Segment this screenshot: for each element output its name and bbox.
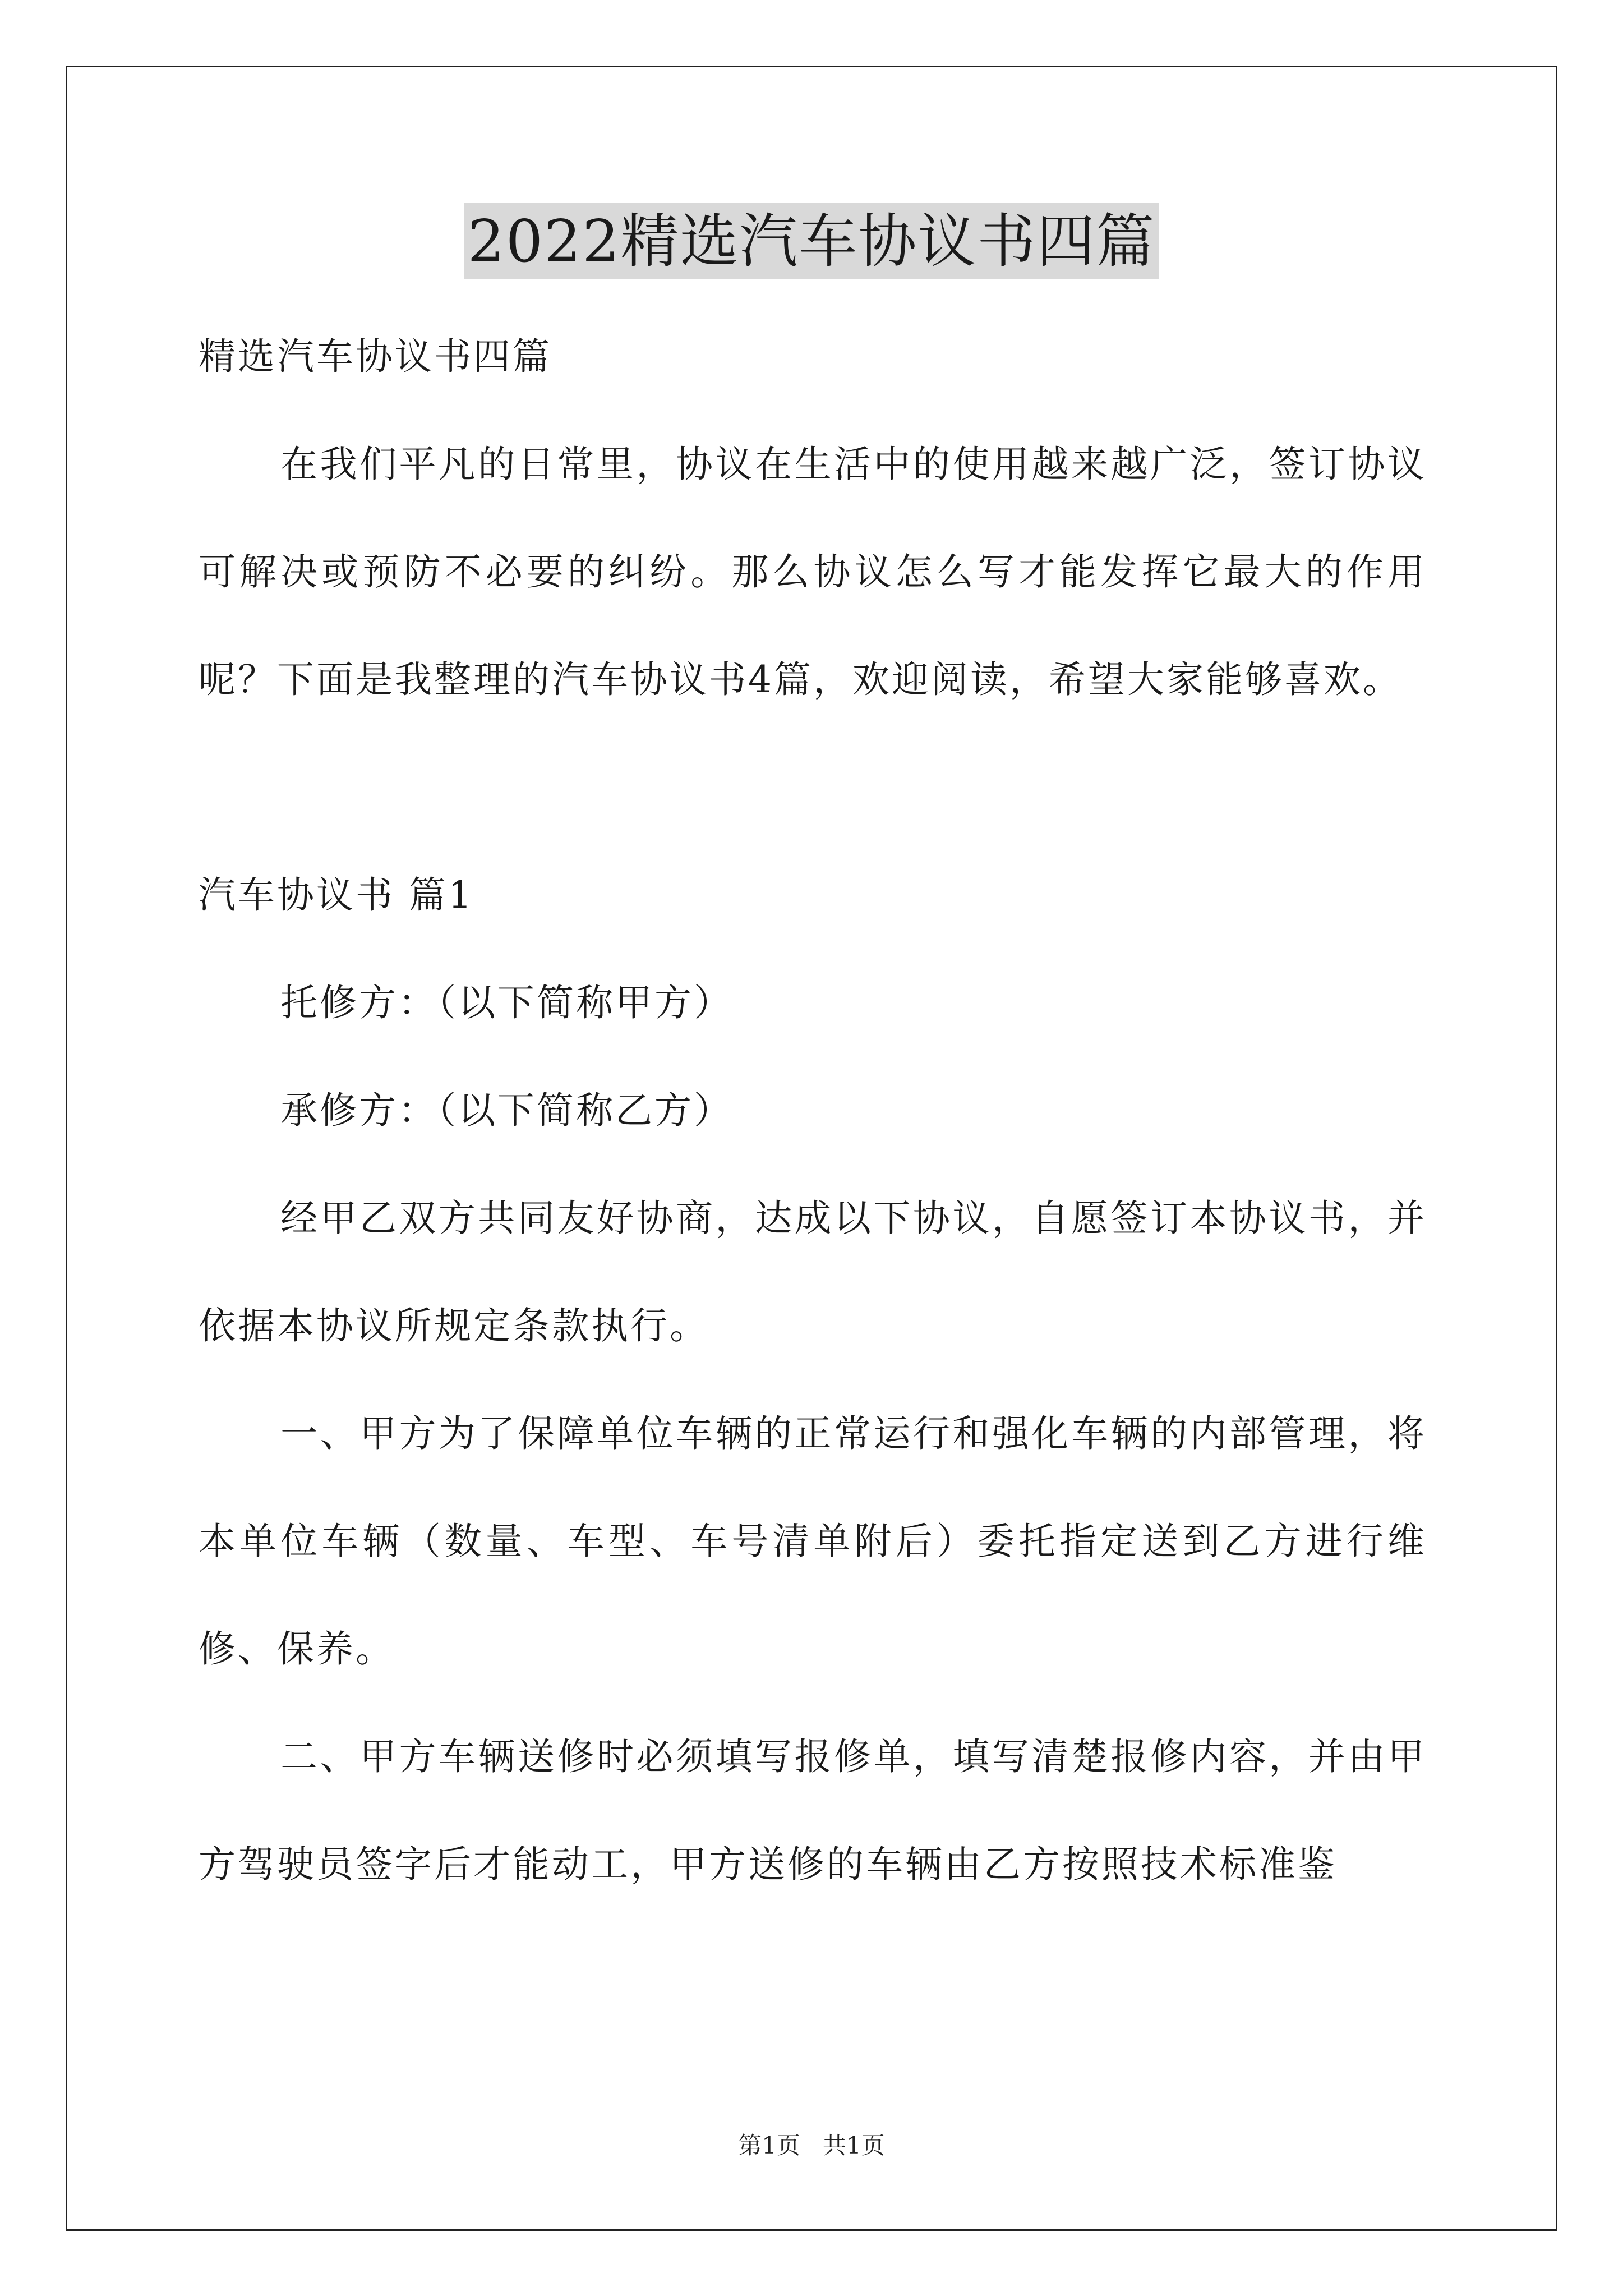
page-footer [0, 2129, 1623, 2162]
intro-paragraph: 在我们平凡的日常里，协议在生活中的使用越来越广泛，签订协议可解决或预防不必要的纠纷。那么协议怎么写才能发挥它最大的作用呢？下面是我整理的汽车协议书4篇，欢迎阅读，希望大家能够喜欢。 [199, 443, 1427, 701]
page-count: 共1页 [823, 2132, 885, 2159]
document-title: 2022精选汽车协议书四篇 [464, 203, 1159, 279]
paragraph-agreement: 经甲乙双方共同友好协商，达成以下协议，自愿签订本协议书，并依据本协议所规定条款执行。 [199, 1197, 1427, 1347]
paragraph-contractor: 承修方：（以下简称乙方） [280, 1089, 733, 1132]
document-subtitle: 精选汽车协议书四篇 [199, 335, 552, 378]
clause-1: 一、甲方为了保障单位车辆的正常运行和强化车辆的内部管理，将本单位车辆（数量、车型、车号清单附后）委托指定送到乙方进行维修、保养。 [199, 1412, 1427, 1671]
document-body [199, 303, 1427, 1918]
clause-2: 二、甲方车辆送修时必须填写报修单，填写清楚报修内容，并由甲方驾驶员签字后才能动工，甲方送修的车辆由乙方按照技术标准鉴 [199, 1735, 1427, 1886]
section-heading: 汽车协议书 篇1 [199, 873, 474, 917]
title-area [0, 203, 1623, 279]
paragraph-client: 托修方：（以下简称甲方） [280, 981, 733, 1024]
page-number: 第1页 [738, 2132, 800, 2159]
